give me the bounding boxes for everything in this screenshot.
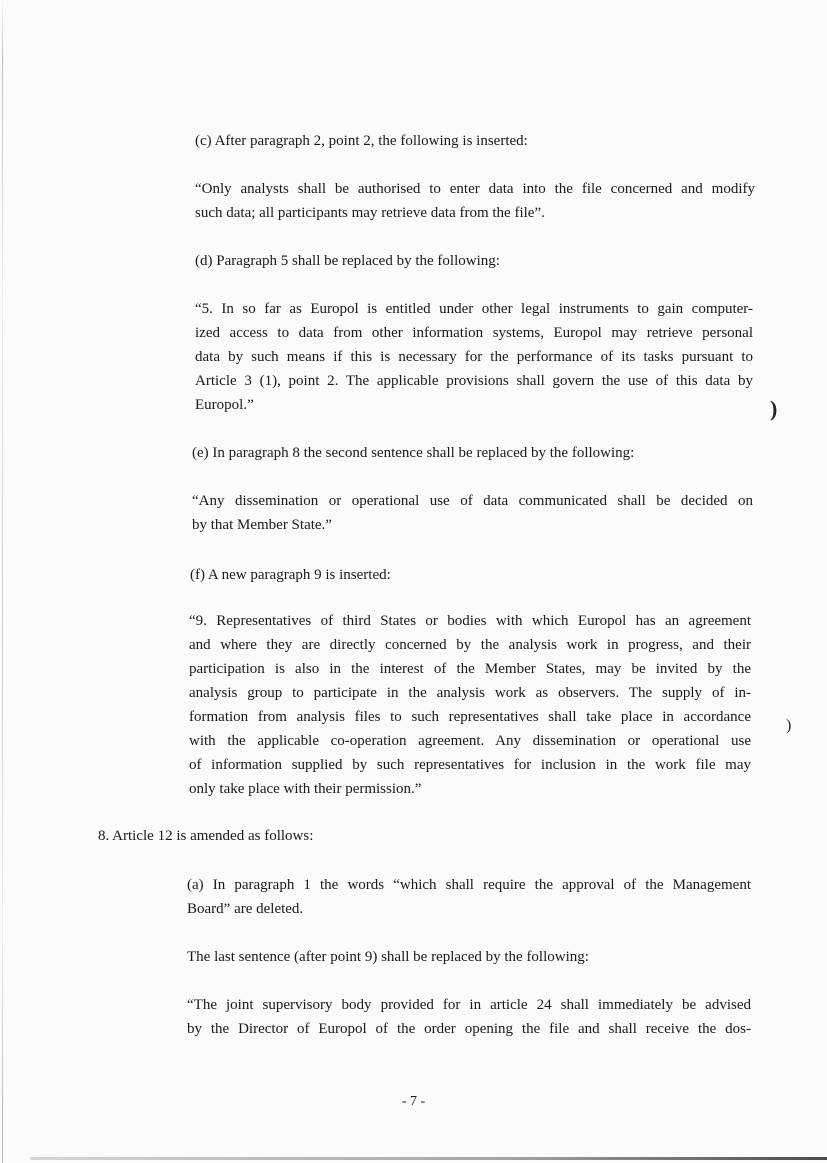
paragraph-c-heading: (c) After paragraph 2, point 2, the following is inserted: <box>195 133 528 149</box>
item-8-heading: 8. Article 12 is amended as follows: <box>98 828 314 844</box>
paragraph-last-sentence: The last sentence (after point 9) shall be replaced by the following: <box>187 949 589 965</box>
paragraph-line: Board” are deleted. <box>187 901 304 917</box>
paragraph-line: Article 3 (1), point 2. The applicable provisions shall govern the use of this data by <box>195 373 753 389</box>
paragraph-f-heading: (f) A new paragraph 9 is inserted: <box>190 567 391 583</box>
paragraph-line: analysis group to participate in the analysis work as observers. The supply of in- <box>189 685 751 701</box>
paragraph-line: “9. Representatives of third States or bodies with which Europol has an agreement <box>189 613 751 629</box>
paragraph-d-heading: (d) Paragraph 5 shall be replaced by the following: <box>195 253 500 269</box>
paragraph-d-quote <box>195 297 753 417</box>
paragraph-line: “Only analysts shall be authorised to enter data into the file concerned and modify <box>195 181 755 197</box>
paragraph-line: with the applicable co-operation agreement. Any dissemination or operational use <box>189 733 751 749</box>
paragraph-joint-quote <box>187 993 751 1041</box>
paragraph-line: participation is also in the interest of the Member States, may be invited by the <box>189 661 751 677</box>
paragraph-line: data by such means if this is necessary for the performance of its tasks pursuant to <box>195 349 753 365</box>
paragraph-line: by that Member State.” <box>192 517 332 533</box>
paragraph-c-quote <box>195 177 755 225</box>
paragraph-line: by the Director of Europol of the order opening the file and shall receive the dos- <box>187 1021 751 1037</box>
scan-edge-left <box>2 0 3 1163</box>
paragraph-line: formation from analysis files to such representatives shall take place in accordance <box>189 709 751 725</box>
scan-edge-bottom <box>30 1157 827 1160</box>
paragraph-line: only take place with their permission.” <box>189 781 422 797</box>
paragraph-line: ized access to data from other information systems, Europol may retrieve personal <box>195 325 753 341</box>
page-number: - 7 - <box>401 1094 426 1109</box>
paragraph-e-quote <box>192 489 753 537</box>
paragraph-line: “The joint supervisory body provided for in article 24 shall immediately be advised <box>187 997 751 1013</box>
punch-hole-mark: ) <box>770 396 778 421</box>
paragraph-line: (a) In paragraph 1 the words “which shall require the approval of the Management <box>187 877 751 893</box>
paragraph-line: and where they are directly concerned by the analysis work in progress, and their <box>189 637 751 653</box>
paragraph-line: of information supplied by such representatives for inclusion in the work file may <box>189 757 751 773</box>
paragraph-line: such data; all participants may retrieve data from the file”. <box>195 205 545 221</box>
paragraph-a-text <box>187 873 751 921</box>
paragraph-line: “Any dissemination or operational use of data communicated shall be decided on <box>192 493 753 509</box>
paragraph-e-heading: (e) In paragraph 8 the second sentence shall be replaced by the following: <box>192 445 635 461</box>
paragraph-line: “5. In so far as Europol is entitled under other legal instruments to gain computer- <box>195 301 753 317</box>
paragraph-f-quote <box>189 609 751 801</box>
punch-hole-mark: ) <box>786 717 792 734</box>
paragraph-line: Europol.” <box>195 397 254 413</box>
